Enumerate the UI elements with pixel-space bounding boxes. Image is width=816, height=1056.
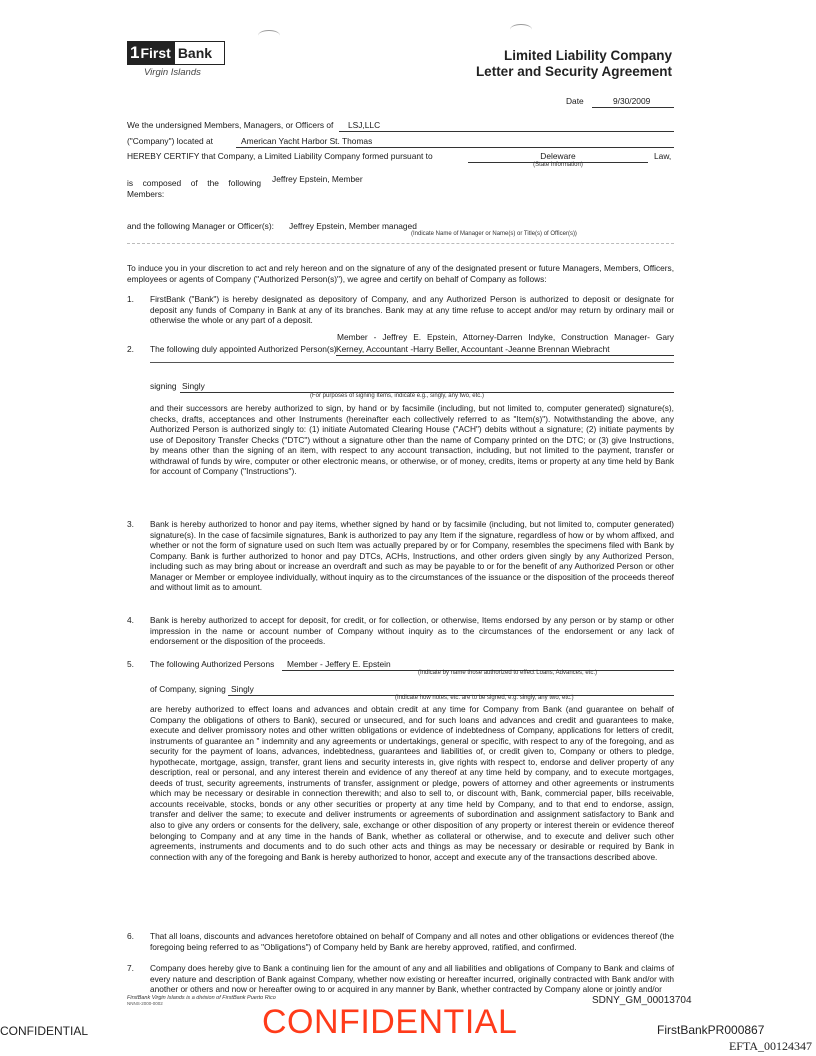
section-number: 2. (127, 344, 134, 354)
section-number: 1. (127, 294, 134, 304)
form-code: NNNS-2000-0002 (127, 1001, 163, 1006)
members-value: Jeffrey Epstein, Member (272, 174, 363, 184)
company-signing-value: Singly (228, 684, 674, 696)
authorized-persons-line1: Member - Jeffrey E. Epstein, Attorney-Darren Indyke, Construction Manager- Gary (337, 332, 674, 342)
logo-subtitle: Virgin Islands (144, 67, 201, 78)
located-prefix: ("Company") located at (127, 136, 214, 146)
signing-caption: (For purposes of signing Items, indicate e.g., singly, any two, etc.) (310, 393, 484, 399)
document-title-line2: Letter and Security Agreement (475, 64, 672, 79)
authorized-persons-line2: Kerney, Accountant -Harry Beller, Accountant -Jeanne Brennan Wiebracht (336, 344, 674, 356)
bates-number: FirstBankPR000867 (657, 1023, 765, 1037)
state-value: Deleware (468, 151, 648, 163)
authorized-persons-label: The following duly appointed Authorized Person(s) (150, 344, 337, 354)
authorized-loans-person: Member - Jeffery E. Epstein (282, 659, 674, 671)
section-number: 7. (127, 963, 134, 973)
certify-prefix: HEREBY CERTIFY that Company, a Limited Liability Company formed pursuant to (127, 151, 433, 161)
section-number: 6. (127, 931, 134, 941)
company-signing-caption: (Indicate how notes, etc. are to be signed, e.g. singly, any two, etc.) (395, 695, 574, 701)
section-2-text: and their successors are hereby authorized to sign, by hand or by facsimile (including, but not limited to, computer generated) signature(s), checks, drafts, acceptances and other Instruments (hereinafter each collectively referred to as "Item(s)"). Notwithstanding the above, any Authorized Person is authorized singly to: (1) initiate Automated Clearing House ("ACH") debits without a signature; (2) initiate payments by use of Depository Transfer Checks ("DTC") without a signature other than the name of Company printed on the DTC; or (3) give Instructions, by means other than the signing of an item, with respect to any account transaction, including, but not limited to the payment, transfer or withdrawal of funds by wire, computer or other electronic means, or otherwise, or of money, credits, items or property at any time held by Bank for account of Company ("Instructions"). (150, 403, 674, 477)
section-3-text: Bank is hereby authorized to honor and pay items, whether signed by hand or by facsimile (including, but not limited to, computer generated) signature(s). In the case of facsimile signatures, Bank is authorized to pay any Item if the signature, regardless of how or by whom affixed, and whether or not the form of signature used on such Item was actually prepared by or for Company, resembles the specimens filed with Bank by Company. Bank is further authorized to honor and pay DTCs, ACHs, Instructions, and other orders given singly by any Authorized Person, including such as may bring about or increase an overdraft and such as may be payable to or for the benefit of any Authorized Person or other Manager or Member or employee individually, without inquiry as to the circumstances of the issuance or the disposition of the proceeds thereof and without limit as to amount. (150, 519, 674, 593)
divider (127, 243, 674, 244)
confidential-label: CONFIDENTIAL (0, 1024, 89, 1038)
intro-paragraph: To induce you in your discretion to act and rely hereon and on the signature of any of the designated present or future Managers, Members, Officers, employees or agents of Company ("Authorized Person(s)"), we agree and certify on behalf of Company as follows: (127, 263, 674, 284)
section-5-text: are hereby authorized to effect loans and advances and obtain credit at any time for Company from Bank (and guarantee on behalf of Company the obligations of others to Bank), secured or unsecured, and for such loans and advances and credit and guarantees to make, execute and deliver promissory notes and other written obligations or evidence of indebtedness of Company, applications for letters of credit, instruments of guarantee an " indemnity and any agreements or undertakings, general or specific, with respect to any of the foregoing, and as security for the payment of loans, advances, indebtedness, guarantees and liabilities of, or credit given to, Company or others to pledge, hypothecate, mortgage, assign, transfer, grant liens and security interests in, give rights with respect to, endorse and deliver property of any description, real or personal, and any interest therein and evidence of any thereof at any time held by company, and to execute mortgages, deeds of trust, security agreements, instruments of transfer, assignment or pledge, powers of attorney and other agreements or instruments which may be necessary or desirable in connection therewith; and also to sell to, or discount with, Bank, commercial paper, bills receivable, accounts receivable, stocks, bonds or any other securities or property at any time held by Company, and to that end to endorse, assign, transfer and deliver the same; to execute and deliver instruments or agreements of subordination and assignment satisfactory to Bank and also to give any orders or consents for the delivery, sale, exchange or other disposition of any property or interest therein or evidence thereof belonging to Company and at any time in the hands of Bank, whether as collateral or otherwise, and to execute and deliver such other agreements, instruments and documents and to do such other acts and things as may be necessary or desirable or required by Bank in connection with any of the foregoing and Bank is hereby authorized to honor, accept and execute any of the transactions described above. (150, 704, 674, 862)
sdny-number: SDNY_GM_00013704 (592, 995, 692, 1006)
state-caption: (State Information) (533, 162, 583, 168)
law-label: Law, (654, 151, 672, 161)
date-label: Date (566, 96, 584, 106)
authorized-loans-caption: (Indicate by name those authorized to effect Loans, Advances, etc.) (418, 670, 597, 676)
manager-label: and the following Manager or Officer(s): (127, 221, 274, 231)
section-4-text: Bank is hereby authorized to accept for deposit, for credit, or for collection, or otherwise, Items endorsed by any person or by stamp or other impression in the name or account number of Company without inquiry as to the circumstances of the endorsement or any lack of endorsement or the disposition of the proceeds. (150, 615, 674, 647)
company-signing-label: of Company, signing (150, 684, 226, 694)
document-title-line1: Limited Liability Company (503, 48, 672, 63)
section-number: 3. (127, 519, 134, 529)
blank-line (150, 362, 674, 363)
signing-label: signing (150, 381, 177, 391)
authorized-loans-label: The following Authorized Persons (150, 659, 275, 669)
signing-value: Singly (180, 381, 674, 393)
section-1-text: FirstBank ("Bank") is hereby designated as depository of Company, and any Authorized Person is authorized to deposit or designate for deposit any funds of Company in Bank at any of its branches. Bank may at any time refuse to accept and/or may return by ordinary mail or otherwise the whole or any part of a deposit. (150, 294, 674, 326)
date-value: 9/30/2009 (592, 96, 674, 108)
confidential-stamp: CONFIDENTIAL (262, 1003, 518, 1041)
composed-label: is composed of the following Members: (127, 178, 261, 199)
efta-number: EFTA_00124347 (728, 1039, 812, 1053)
division-note: FirstBank Virgin Islands is a division of FirstBank Puerto Rico (127, 995, 276, 1001)
scan-mark (510, 24, 532, 35)
company-name: LSJ,LLC (339, 120, 674, 132)
manager-caption: (Indicate Name of Manager or Name(s) or Title(s) of Officer(s)) (411, 231, 577, 237)
section-7-text: Company does hereby give to Bank a continuing lien for the amount of any and all liabilities and obligations of Company to Bank and claims of every nature and description of Bank against Company, whether now existing or hereafter incurred, originally contracted with Bank and/or with another or others and now or hereafter owing to or acquired in any manner by Bank, whether contracted by Company alone or jointly and/or (150, 963, 674, 995)
section-number: 4. (127, 615, 134, 625)
manager-value: Jeffrey Epstein, Member managed (289, 221, 417, 231)
members-prefix: We the undersigned Members, Managers, or Officers of (127, 120, 334, 130)
section-number: 5. (127, 659, 134, 669)
scan-mark (258, 30, 280, 41)
firstbank-logo: 1 First Bank (127, 41, 225, 65)
company-location: American Yacht Harbor St. Thomas (236, 136, 674, 148)
section-6-text: That all loans, discounts and advances heretofore obtained on behalf of Company and all notes and other obligations or evidences thereof (the foregoing being referred to as "Obligations") of Company held by Bank are hereby approved, ratified, and confirmed. (150, 931, 674, 952)
